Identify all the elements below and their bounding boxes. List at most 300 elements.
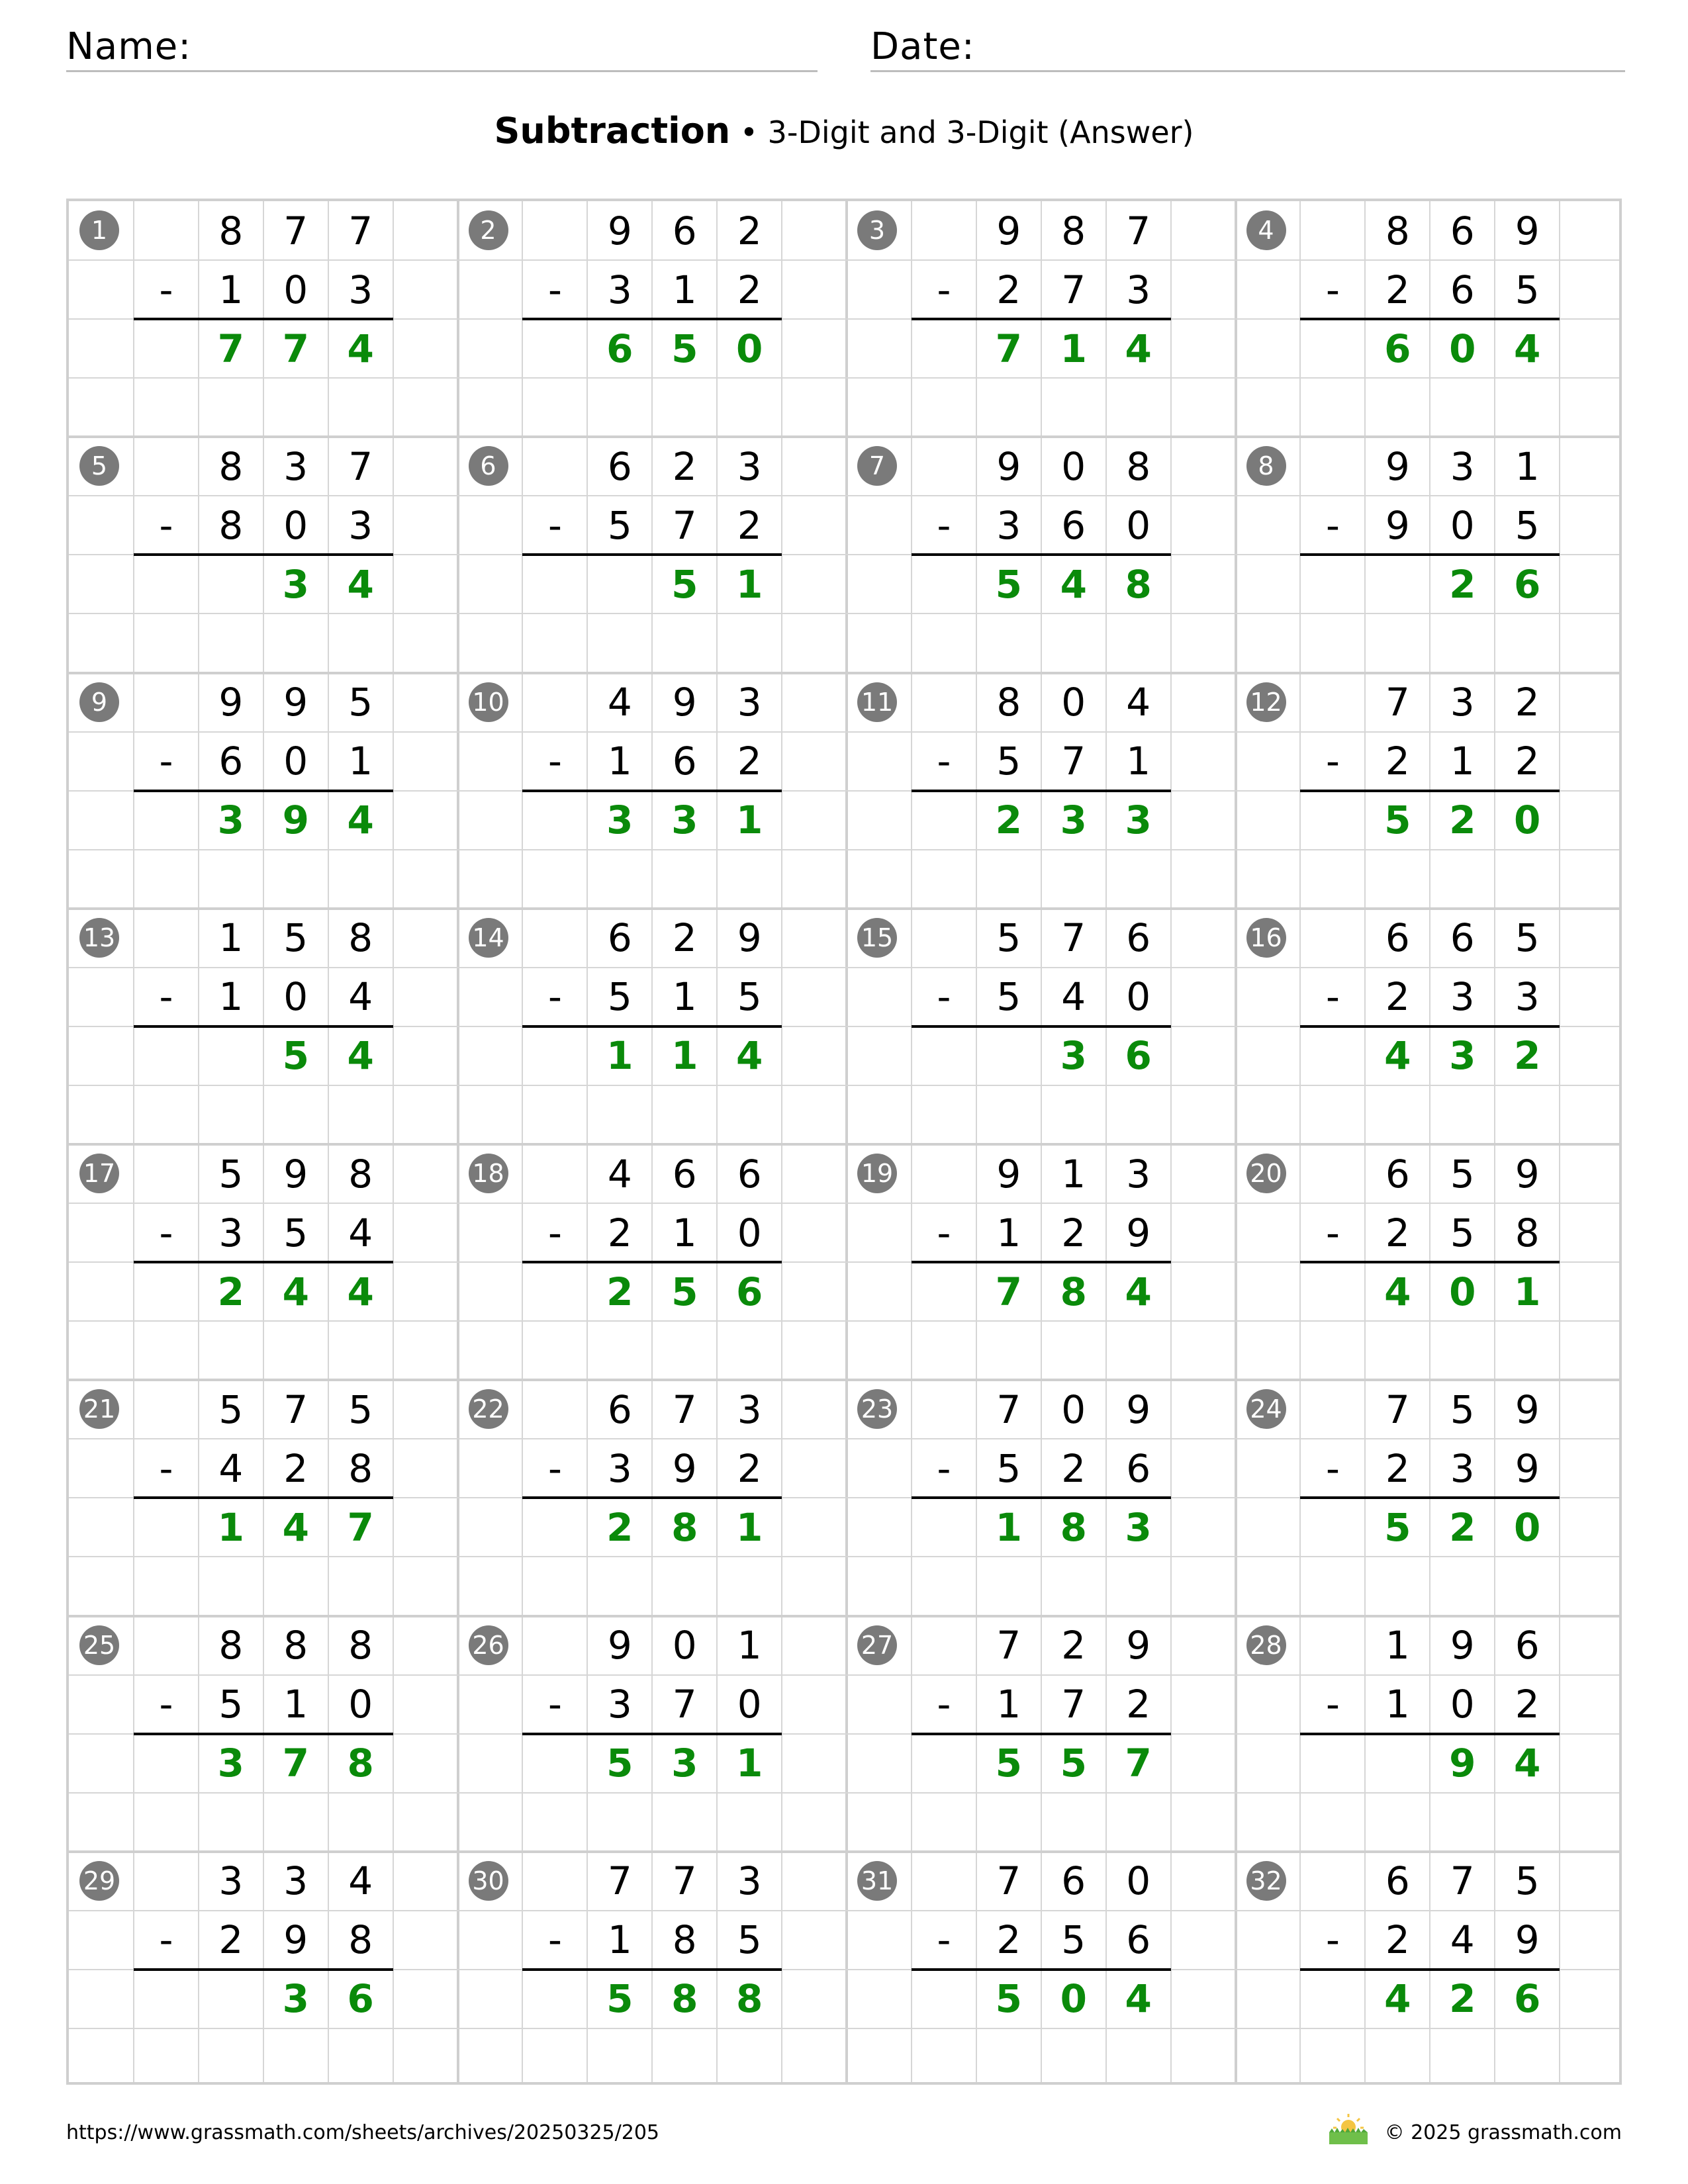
answer-digit: 3 (671, 1741, 698, 1786)
minuend-digit: 6 (1061, 1858, 1086, 1904)
subtrahend-digit: 9 (672, 1445, 697, 1491)
problem-number-badge: 3 (857, 210, 897, 250)
answer-digit: 3 (671, 797, 698, 843)
problem-number-badge: 16 (1246, 918, 1286, 958)
minuend-digit: 9 (996, 1151, 1021, 1197)
subtrahend-digit: 7 (1061, 1682, 1086, 1727)
minus-sign: - (937, 1445, 951, 1491)
answer-digit: 5 (671, 326, 698, 371)
subtrahend-digit: 6 (1450, 267, 1475, 312)
name-field[interactable] (66, 24, 818, 72)
minuend-digit: 7 (996, 1858, 1021, 1904)
minuend-digit: 9 (607, 1623, 632, 1668)
answer-digit: 5 (1384, 1504, 1411, 1550)
problem-number-badge: 12 (1246, 682, 1286, 722)
minus-sign: - (547, 1210, 562, 1255)
answer-line (1300, 1261, 1560, 1263)
subtrahend-digit: 1 (672, 974, 697, 1020)
subtrahend-digit: 2 (218, 1917, 244, 1963)
subtrahend-digit: 5 (737, 1917, 762, 1963)
subtrahend-digit: 1 (283, 1682, 308, 1727)
minuend-digit: 7 (348, 208, 373, 253)
minuend-digit: 9 (996, 208, 1021, 253)
problem-number-badge: 28 (1246, 1625, 1286, 1665)
subtrahend-digit: 5 (996, 1445, 1021, 1491)
minuend-digit: 8 (1385, 208, 1410, 253)
minus-sign: - (159, 1917, 173, 1963)
minuend-digit: 3 (1450, 443, 1475, 489)
answer-line (1300, 1025, 1560, 1028)
subtrahend-digit: 2 (737, 502, 762, 548)
answer-digit: 5 (1384, 797, 1411, 843)
answer-line (912, 553, 1171, 556)
minuend-digit: 6 (607, 915, 632, 961)
answer-digit: 8 (347, 1741, 374, 1786)
subtrahend-digit: 2 (1385, 1917, 1410, 1963)
subtrahend-digit: 3 (348, 267, 373, 312)
subtrahend-digit: 8 (672, 1917, 697, 1963)
minuend-digit: 4 (348, 1858, 373, 1904)
problem-number-badge: 29 (79, 1861, 119, 1901)
minus-sign: - (1325, 1210, 1340, 1255)
minuend-digit: 5 (283, 915, 308, 961)
minuend-digit: 6 (607, 1387, 632, 1432)
minus-sign: - (159, 1210, 173, 1255)
minuend-digit: 3 (1126, 1151, 1151, 1197)
problem-number-badge: 4 (1246, 210, 1286, 250)
minuend-digit: 8 (1126, 443, 1151, 489)
answer-line (912, 318, 1171, 320)
problem-number-badge: 25 (79, 1625, 119, 1665)
grid-line-vertical (133, 201, 134, 2082)
minuend-digit: 7 (1385, 680, 1410, 725)
answer-line (134, 1261, 393, 1263)
answer-digit: 5 (995, 1741, 1022, 1786)
minuend-digit: 9 (996, 443, 1021, 489)
subtrahend-digit: 6 (1126, 1917, 1151, 1963)
answer-line (1300, 553, 1560, 556)
answer-digit: 1 (606, 1033, 633, 1079)
minuend-digit: 9 (1126, 1623, 1151, 1668)
minuend-digit: 6 (1450, 915, 1475, 961)
answer-digit: 4 (1513, 326, 1541, 371)
subtrahend-digit: 2 (737, 267, 762, 312)
answer-digit: 8 (1125, 561, 1152, 607)
problem-number-badge: 23 (857, 1389, 897, 1429)
minuend-digit: 4 (607, 680, 632, 725)
subtrahend-digit: 2 (1061, 1210, 1086, 1255)
footer-url: https://www.grassmath.com/sheets/archives/20250325/205 (66, 2121, 660, 2144)
subtrahend-digit: 1 (218, 267, 244, 312)
minuend-digit: 5 (1515, 915, 1540, 961)
date-field[interactable] (870, 24, 1625, 72)
answer-digit: 1 (735, 797, 763, 843)
minuend-digit: 8 (283, 1623, 308, 1668)
answer-digit: 4 (347, 797, 374, 843)
subtrahend-digit: 4 (348, 974, 373, 1020)
minuend-digit: 6 (1450, 208, 1475, 253)
subtrahend-digit: 5 (737, 974, 762, 1020)
grid-line-vertical (1299, 201, 1301, 2082)
minuend-digit: 6 (672, 1151, 697, 1197)
minuend-digit: 6 (737, 1151, 762, 1197)
minuend-digit: 1 (218, 915, 244, 961)
minuend-digit: 2 (1515, 680, 1540, 725)
answer-digit: 5 (606, 1741, 633, 1786)
subtrahend-digit: 5 (1515, 502, 1540, 548)
subtrahend-digit: 0 (1450, 1682, 1475, 1727)
subtrahend-digit: 1 (1385, 1682, 1410, 1727)
subtrahend-digit: 1 (996, 1210, 1021, 1255)
minuend-digit: 9 (218, 680, 244, 725)
subtrahend-digit: 2 (607, 1210, 632, 1255)
problem-number-badge: 20 (1246, 1154, 1286, 1193)
answer-line (522, 1496, 782, 1499)
answer-digit: 1 (1513, 1269, 1541, 1314)
answer-digit: 0 (1513, 1504, 1541, 1550)
answer-line (134, 553, 393, 556)
minuend-digit: 5 (1450, 1151, 1475, 1197)
subtrahend-digit: 1 (996, 1682, 1021, 1727)
minus-sign: - (1325, 739, 1340, 784)
answer-line (134, 1496, 393, 1499)
minus-sign: - (547, 1682, 562, 1727)
answer-digit: 6 (1384, 326, 1411, 371)
minuend-digit: 5 (1515, 1858, 1540, 1904)
answer-line (522, 790, 782, 792)
minuend-digit: 9 (1450, 1623, 1475, 1668)
subtrahend-digit: 2 (1515, 739, 1540, 784)
answer-digit: 8 (671, 1976, 698, 2022)
problem-number-badge: 11 (857, 682, 897, 722)
answer-digit: 2 (1449, 1976, 1476, 2022)
minuend-digit: 4 (1126, 680, 1151, 725)
answer-digit: 0 (735, 326, 763, 371)
answer-digit: 3 (1060, 1033, 1087, 1079)
minuend-digit: 6 (607, 443, 632, 489)
subtrahend-digit: 3 (996, 502, 1021, 548)
minuend-digit: 7 (283, 1387, 308, 1432)
answer-digit: 9 (282, 797, 309, 843)
subtrahend-digit: 1 (1450, 739, 1475, 784)
problem-number-badge: 19 (857, 1154, 897, 1193)
subtrahend-digit: 8 (348, 1917, 373, 1963)
answer-line (912, 1733, 1171, 1735)
answer-digit: 3 (1125, 797, 1152, 843)
answer-digit: 7 (282, 1741, 309, 1786)
subtrahend-digit: 2 (996, 267, 1021, 312)
minuend-digit: 7 (1061, 915, 1086, 961)
minuend-digit: 0 (1061, 1387, 1086, 1432)
minuend-digit: 5 (996, 915, 1021, 961)
minuend-digit: 7 (996, 1387, 1021, 1432)
answer-digit: 1 (735, 1741, 763, 1786)
answer-digit: 3 (606, 797, 633, 843)
minuend-digit: 9 (283, 680, 308, 725)
subtrahend-digit: 9 (1515, 1917, 1540, 1963)
minuend-digit: 5 (218, 1151, 244, 1197)
minus-sign: - (547, 1917, 562, 1963)
problem-number-badge: 30 (469, 1861, 508, 1901)
answer-digit: 8 (735, 1976, 763, 2022)
subtrahend-digit: 7 (672, 502, 697, 548)
minuend-digit: 7 (1450, 1858, 1475, 1904)
problem-number-badge: 14 (469, 918, 508, 958)
minuend-digit: 6 (1385, 1151, 1410, 1197)
footer-copyright: © 2025 grassmath.com (1384, 2121, 1622, 2144)
subtrahend-digit: 3 (607, 267, 632, 312)
sun-over-grass-icon (1325, 2110, 1372, 2147)
grid-line-vertical (911, 201, 912, 2082)
subtrahend-digit: 0 (348, 1682, 373, 1727)
problem-number-badge: 32 (1246, 1861, 1286, 1901)
subtrahend-digit: 1 (348, 739, 373, 784)
worksheet-grid (66, 199, 1622, 2085)
answer-digit: 4 (347, 1269, 374, 1314)
answer-digit: 4 (347, 561, 374, 607)
answer-line (522, 1733, 782, 1735)
answer-digit: 2 (606, 1269, 633, 1314)
subtrahend-digit: 1 (607, 1917, 632, 1963)
minuend-digit: 3 (283, 443, 308, 489)
minuend-digit: 8 (218, 443, 244, 489)
problem-number-badge: 10 (469, 682, 508, 722)
subtrahend-digit: 1 (218, 974, 244, 1020)
answer-digit: 5 (1060, 1741, 1087, 1786)
subtrahend-digit: 7 (1061, 739, 1086, 784)
subtrahend-digit: 9 (1126, 1210, 1151, 1255)
answer-digit: 6 (1513, 1976, 1541, 2022)
minuend-digit: 0 (1061, 680, 1086, 725)
minus-sign: - (937, 1917, 951, 1963)
minuend-digit: 1 (1385, 1623, 1410, 1668)
minus-sign: - (937, 739, 951, 784)
minuend-digit: 5 (1450, 1387, 1475, 1432)
minuend-digit: 7 (283, 208, 308, 253)
problem-number-badge: 2 (469, 210, 508, 250)
grid-line-vertical (522, 201, 523, 2082)
minuend-digit: 7 (672, 1858, 697, 1904)
subtrahend-digit: 7 (1061, 267, 1086, 312)
minuend-digit: 9 (1515, 1151, 1540, 1197)
problem-number-badge: 31 (857, 1861, 897, 1901)
minus-sign: - (937, 1210, 951, 1255)
subtrahend-digit: 5 (996, 974, 1021, 1020)
minuend-digit: 8 (1061, 208, 1086, 253)
problem-number-badge: 7 (857, 446, 897, 486)
minuend-digit: 9 (1515, 1387, 1540, 1432)
problem-number-badge: 8 (1246, 446, 1286, 486)
answer-digit: 1 (735, 561, 763, 607)
subtrahend-digit: 0 (283, 739, 308, 784)
answer-digit: 1 (1060, 326, 1087, 371)
minuend-digit: 3 (737, 1858, 762, 1904)
subtrahend-digit: 2 (737, 739, 762, 784)
minus-sign: - (1325, 1682, 1340, 1727)
answer-digit: 6 (606, 326, 633, 371)
answer-digit: 2 (1513, 1033, 1541, 1079)
answer-line (1300, 790, 1560, 792)
minus-sign: - (547, 974, 562, 1020)
minuend-digit: 6 (1126, 915, 1151, 961)
minuend-digit: 8 (218, 208, 244, 253)
answer-digit: 5 (995, 1976, 1022, 2022)
answer-line (912, 790, 1171, 792)
answer-digit: 3 (1125, 1504, 1152, 1550)
minus-sign: - (159, 739, 173, 784)
answer-digit: 1 (671, 1033, 698, 1079)
name-label: Name: (66, 25, 192, 68)
minuend-digit: 7 (607, 1858, 632, 1904)
subtrahend-digit: 2 (1515, 1682, 1540, 1727)
subtrahend-digit: 4 (1450, 1917, 1475, 1963)
subtrahend-digit: 2 (283, 1445, 308, 1491)
answer-digit: 1 (217, 1504, 244, 1550)
subtrahend-digit: 7 (672, 1682, 697, 1727)
subtrahend-digit: 9 (1385, 502, 1410, 548)
answer-digit: 6 (1125, 1033, 1152, 1079)
minuend-digit: 7 (672, 1387, 697, 1432)
subtrahend-digit: 6 (1061, 502, 1086, 548)
subtrahend-digit: 0 (737, 1210, 762, 1255)
problem-number-badge: 18 (469, 1154, 508, 1193)
answer-digit: 1 (995, 1504, 1022, 1550)
answer-digit: 7 (347, 1504, 374, 1550)
minus-sign: - (159, 502, 173, 548)
minuend-digit: 3 (737, 680, 762, 725)
subtrahend-digit: 8 (348, 1445, 373, 1491)
subtrahend-digit: 3 (1450, 974, 1475, 1020)
subtrahend-digit: 3 (607, 1682, 632, 1727)
grid-line-vertical (457, 201, 459, 2082)
subtrahend-digit: 4 (1061, 974, 1086, 1020)
subtrahend-digit: 2 (1385, 974, 1410, 1020)
answer-digit: 3 (1060, 797, 1087, 843)
minuend-digit: 8 (348, 915, 373, 961)
answer-digit: 4 (1060, 561, 1087, 607)
answer-digit: 2 (1449, 797, 1476, 843)
minuend-digit: 1 (1515, 443, 1540, 489)
minuend-digit: 1 (737, 1623, 762, 1668)
answer-digit: 4 (1125, 1269, 1152, 1314)
answer-digit: 5 (282, 1033, 309, 1079)
subtrahend-digit: 5 (607, 502, 632, 548)
problem-number-badge: 26 (469, 1625, 508, 1665)
subtrahend-digit: 5 (1515, 267, 1540, 312)
subtrahend-digit: 5 (1061, 1917, 1086, 1963)
minuend-digit: 2 (1061, 1623, 1086, 1668)
minus-sign: - (937, 267, 951, 312)
subtrahend-digit: 5 (1450, 1210, 1475, 1255)
minuend-digit: 8 (348, 1623, 373, 1668)
answer-digit: 6 (735, 1269, 763, 1314)
subtrahend-digit: 2 (1126, 1682, 1151, 1727)
answer-digit: 4 (1384, 1269, 1411, 1314)
subtrahend-digit: 0 (283, 267, 308, 312)
minus-sign: - (937, 1682, 951, 1727)
answer-line (522, 318, 782, 320)
minus-sign: - (1325, 974, 1340, 1020)
answer-line (134, 1025, 393, 1028)
answer-digit: 0 (1449, 1269, 1476, 1314)
subtrahend-digit: 2 (1385, 739, 1410, 784)
problem-number-badge: 9 (79, 682, 119, 722)
answer-digit: 2 (1449, 561, 1476, 607)
answer-digit: 3 (282, 561, 309, 607)
subtrahend-digit: 6 (672, 739, 697, 784)
answer-digit: 2 (1449, 1504, 1476, 1550)
subtrahend-digit: 0 (1450, 502, 1475, 548)
problem-number-badge: 1 (79, 210, 119, 250)
answer-digit: 3 (282, 1976, 309, 2022)
minus-sign: - (159, 267, 173, 312)
answer-digit: 1 (735, 1504, 763, 1550)
answer-digit: 5 (671, 561, 698, 607)
title-main: Subtraction (494, 110, 731, 152)
answer-line (912, 1261, 1171, 1263)
minuend-digit: 3 (283, 1858, 308, 1904)
subtrahend-digit: 2 (1061, 1445, 1086, 1491)
minuend-digit: 9 (737, 915, 762, 961)
answer-digit: 5 (671, 1269, 698, 1314)
minus-sign: - (547, 739, 562, 784)
answer-digit: 0 (1513, 797, 1541, 843)
minuend-digit: 5 (348, 680, 373, 725)
minuend-digit: 9 (607, 208, 632, 253)
answer-digit: 8 (671, 1504, 698, 1550)
minuend-digit: 8 (218, 1623, 244, 1668)
subtrahend-digit: 2 (996, 1917, 1021, 1963)
answer-digit: 7 (995, 1269, 1022, 1314)
grid-line-vertical (1235, 201, 1237, 2082)
minuend-digit: 5 (348, 1387, 373, 1432)
minuend-digit: 6 (1385, 915, 1410, 961)
answer-line (1300, 1496, 1560, 1499)
date-label: Date: (870, 25, 975, 68)
answer-digit: 4 (1125, 326, 1152, 371)
minuend-digit: 3 (1450, 680, 1475, 725)
answer-digit: 5 (995, 561, 1022, 607)
subtrahend-digit: 0 (1126, 974, 1151, 1020)
minuend-digit: 9 (1385, 443, 1410, 489)
subtrahend-digit: 3 (1450, 1445, 1475, 1491)
answer-digit: 3 (217, 797, 244, 843)
answer-line (522, 1025, 782, 1028)
answer-line (522, 1968, 782, 1971)
answer-line (912, 1025, 1171, 1028)
problem-number-badge: 15 (857, 918, 897, 958)
answer-digit: 4 (282, 1269, 309, 1314)
minus-sign: - (937, 974, 951, 1020)
answer-digit: 2 (217, 1269, 244, 1314)
answer-digit: 4 (1125, 1976, 1152, 2022)
subtrahend-digit: 2 (737, 1445, 762, 1491)
minuend-digit: 9 (672, 680, 697, 725)
minuend-digit: 9 (1126, 1387, 1151, 1432)
answer-digit: 7 (282, 326, 309, 371)
problem-number-badge: 5 (79, 446, 119, 486)
minuend-digit: 6 (1515, 1623, 1540, 1668)
minus-sign: - (1325, 267, 1340, 312)
subtrahend-digit: 5 (996, 739, 1021, 784)
answer-digit: 0 (1060, 1976, 1087, 2022)
minuend-digit: 0 (1061, 443, 1086, 489)
subtrahend-digit: 1 (607, 739, 632, 784)
problem-number-badge: 21 (79, 1389, 119, 1429)
minuend-digit: 3 (737, 1387, 762, 1432)
subtrahend-digit: 6 (218, 739, 244, 784)
minuend-digit: 2 (672, 915, 697, 961)
